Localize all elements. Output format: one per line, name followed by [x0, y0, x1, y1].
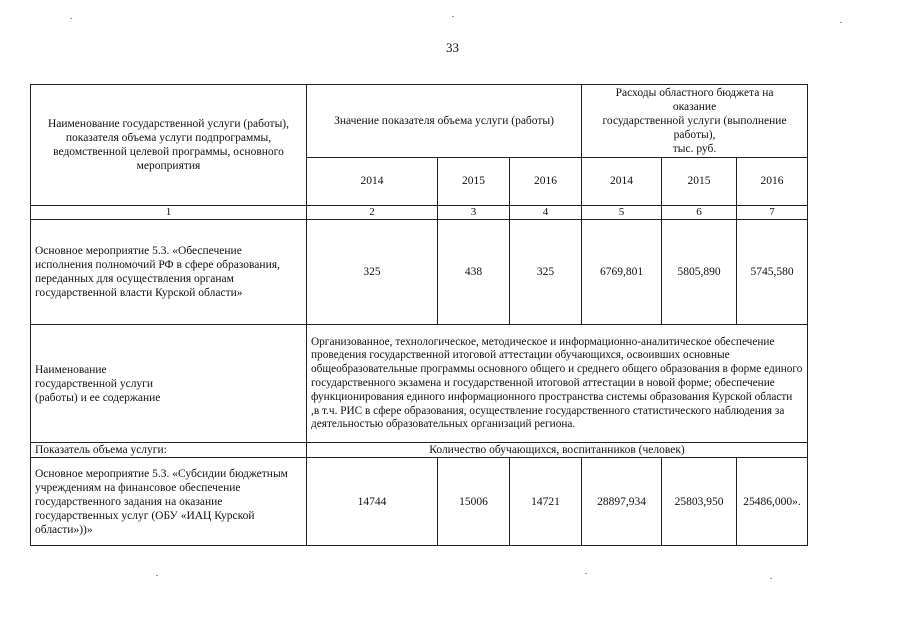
scan-mark [585, 573, 587, 574]
scan-mark [70, 18, 72, 19]
year-cell: 2014 [307, 158, 438, 206]
value-cell: 6769,801 [582, 220, 662, 325]
indicator-label: Показатель объема услуги: [31, 443, 307, 458]
column-index: 3 [438, 206, 510, 220]
header-expense-line: Расходы областного бюджета на [615, 86, 774, 99]
header-volume-cell [307, 85, 582, 158]
service-label-line: государственной услуги [35, 377, 154, 390]
value-cell: 15006 [438, 458, 510, 546]
column-index: 7 [737, 206, 808, 220]
value-cell: 5745,580 [737, 220, 808, 325]
value-cell: 25486,000». [737, 458, 808, 546]
year-cell: 2016 [737, 158, 808, 206]
header-row [31, 85, 808, 158]
year-cell: 2016 [510, 158, 582, 206]
scan-mark [452, 16, 454, 17]
value-cell: 14744 [307, 458, 438, 546]
header-name-text: Наименование государственной услуги (работы), показателя объема услуги подпрограммы, ведомственной целевой программы, основного мероприятия [47, 117, 290, 173]
service-label-cell [31, 325, 307, 443]
page-number: 33 [446, 40, 459, 55]
scan-mark [770, 578, 772, 579]
header-volume-text: Значение показателя объема услуги (работы) [334, 114, 554, 127]
header-expense-line: государственной услуги (выполнение [602, 114, 787, 127]
value-cell: 25803,950 [662, 458, 737, 546]
service-content: Организованное, технологическое, методическое и информационно-аналитическое обеспечение проведения государственной итоговой аттестации обучающихся, освоивших основные общеобразовательные программы основного общего и среднего общего образования в форме единого государственного экзамена и государственной итоговой аттестации в новой форме; обеспечение функционирования единого информационного пространства системы образования Курской области ,в т.ч. РИС в сфере образования, осуществление государственного статистического наблюдения за деятельностью образовательных организаций региона. [311, 335, 803, 431]
table-row [31, 325, 808, 443]
column-index-row [31, 206, 808, 220]
header-expense-line: оказание [672, 100, 717, 113]
scan-mark [840, 22, 842, 23]
column-index: 1 [31, 206, 307, 220]
column-index: 2 [307, 206, 438, 220]
value-cell: 5805,890 [662, 220, 737, 325]
row-name-cell [31, 220, 307, 325]
row-name: Основное мероприятие 5.3. «Субсидии бюджетным учреждениям на финансовое обеспечение государственного задания на оказание государственных услуг (ОБУ «ИАЦ Курской области»))» [35, 467, 288, 536]
column-index: 6 [662, 206, 737, 220]
budget-table [30, 84, 808, 546]
header-expense-cell [582, 85, 808, 158]
value-cell: 28897,934 [582, 458, 662, 546]
table-row [31, 458, 808, 546]
scan-mark [156, 575, 158, 576]
service-label-line: (работы) и ее содержание [35, 391, 161, 404]
header-expense-line: тыс. руб. [672, 143, 717, 156]
value-cell: 14721 [510, 458, 582, 546]
year-cell: 2015 [662, 158, 737, 206]
indicator-value: Количество обучающихся, воспитанников (человек) [307, 443, 808, 458]
value-cell: 438 [438, 220, 510, 325]
value-cell: 325 [307, 220, 438, 325]
table-row [31, 220, 808, 325]
service-label-line: Наименование [35, 363, 107, 376]
year-cell: 2015 [438, 158, 510, 206]
table-row [31, 443, 808, 458]
row-name: Основное мероприятие 5.3. «Обеспечение исполнения полномочий РФ в сфере образования, переданных для осуществления органам государственной власти Курской области» [35, 245, 280, 300]
year-cell: 2014 [582, 158, 662, 206]
column-index: 5 [582, 206, 662, 220]
service-content-cell [307, 325, 808, 443]
row-name-cell [31, 458, 307, 546]
header-name-cell [31, 85, 307, 206]
value-cell: 325 [510, 220, 582, 325]
column-index: 4 [510, 206, 582, 220]
header-expense-line: работы), [673, 129, 716, 141]
